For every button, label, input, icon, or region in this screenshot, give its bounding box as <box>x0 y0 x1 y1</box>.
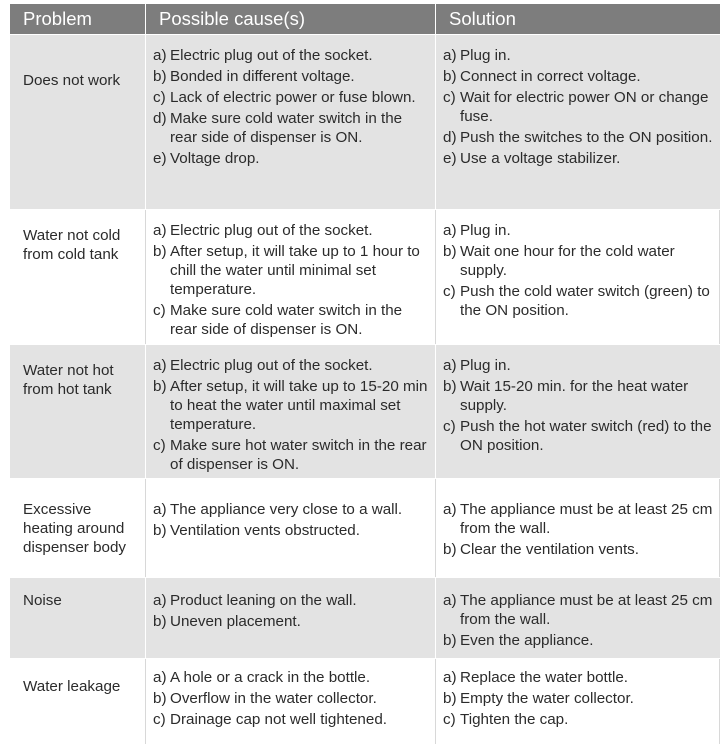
list-item-marker: b) <box>153 68 167 85</box>
list-item <box>153 88 429 107</box>
list-item <box>443 668 713 687</box>
list-item-text: After setup, it will take up to 15-20 min to heat the water until maximal set temperature. <box>170 378 428 433</box>
list-item-text: After setup, it will take up to 1 hour to chill the water until minimal set temperature. <box>170 243 420 298</box>
list-item <box>153 377 429 434</box>
list-item-text: Plug in. <box>460 47 511 64</box>
list-item-marker: a) <box>443 592 457 609</box>
problem-cell: Noise <box>10 578 146 658</box>
list-item-text: Push the hot water switch (red) to the ON position. <box>460 418 712 454</box>
list-item-text: Uneven placement. <box>170 613 301 630</box>
list-item <box>443 500 713 538</box>
list-item-text: Make sure hot water switch in the rear of dispenser is ON. <box>170 437 427 473</box>
list-item-text: Push the switches to the ON position. <box>460 129 713 146</box>
problem-cell: Does not work <box>10 35 146 209</box>
solution-cell <box>436 659 720 744</box>
list-item-marker: b) <box>153 613 167 630</box>
list-item-text: The appliance must be at least 25 cm from the wall. <box>460 501 713 537</box>
list-item-text: Even the appliance. <box>460 632 594 649</box>
list-item-marker: b) <box>443 68 457 85</box>
header-solution: Solution <box>449 8 516 29</box>
table-row <box>10 659 720 745</box>
list-item-marker: c) <box>443 283 456 300</box>
list-item-marker: c) <box>153 711 166 728</box>
solution-cell <box>436 35 720 209</box>
list-item-text: Wait one hour for the cold water supply. <box>460 243 675 279</box>
list-item <box>443 591 714 629</box>
list-item-text: Tighten the cap. <box>460 711 569 728</box>
list-item <box>443 242 713 280</box>
problem-cell: Excessive heating around dispenser body <box>10 479 146 577</box>
list-item-marker: b) <box>153 690 167 707</box>
list-item-marker: b) <box>153 522 167 539</box>
list-item <box>443 67 714 86</box>
list-item <box>443 46 714 65</box>
list-item <box>443 149 714 168</box>
list-item <box>153 689 429 708</box>
list-item-marker: a) <box>153 47 167 64</box>
list-item-text: Replace the water bottle. <box>460 669 629 686</box>
list-item <box>153 46 429 65</box>
list-item <box>153 612 429 631</box>
list-item <box>153 221 429 240</box>
list-item-text: Plug in. <box>460 357 511 374</box>
list-item-text: Use a voltage stabilizer. <box>460 150 621 167</box>
table-row <box>10 578 720 659</box>
list-item-marker: b) <box>443 632 457 649</box>
list-item-text: Wait for electric power ON or change fuse. <box>460 89 709 125</box>
troubleshooting-table <box>10 4 720 745</box>
list-item <box>443 710 713 729</box>
possible-causes-cell <box>146 35 436 209</box>
list-item-marker: e) <box>443 150 457 167</box>
list-item-marker: d) <box>443 129 457 146</box>
list-item <box>443 221 713 240</box>
list-item-text: The appliance must be at least 25 cm from the wall. <box>460 592 713 628</box>
list-item <box>443 282 713 320</box>
list-item-marker: a) <box>443 47 457 64</box>
solution-cell <box>436 345 720 478</box>
list-item-text: The appliance very close to a wall. <box>170 501 403 518</box>
list-item-text: Make sure cold water switch in the rear side of dispenser is ON. <box>170 302 403 338</box>
list-item <box>153 591 429 610</box>
list-item <box>153 500 429 519</box>
list-item <box>153 668 429 687</box>
problem-cell: Water leakage <box>10 659 146 744</box>
list-item-marker: a) <box>153 222 167 239</box>
list-item-marker: a) <box>153 357 167 374</box>
table-body <box>10 35 720 745</box>
list-item <box>153 301 429 339</box>
list-item <box>443 540 713 559</box>
possible-causes-cell <box>146 659 436 744</box>
list-item <box>153 521 429 540</box>
list-item-text: Empty the water collector. <box>460 690 634 707</box>
list-item <box>443 356 714 375</box>
problem-cell: Water not hot from hot tank <box>10 345 146 478</box>
list-item-marker: d) <box>153 110 167 127</box>
list-item-marker: a) <box>153 501 167 518</box>
list-item-text: Make sure cold water switch in the rear side of dispenser is ON. <box>170 110 403 146</box>
list-item <box>153 710 429 729</box>
list-item-marker: c) <box>443 418 456 435</box>
list-item-marker: c) <box>443 711 456 728</box>
list-item-marker: b) <box>153 243 167 260</box>
list-item-text: A hole or a crack in the bottle. <box>170 669 371 686</box>
list-item-text: Push the cold water switch (green) to the ON position. <box>460 283 710 319</box>
list-item-marker: b) <box>443 378 457 395</box>
list-item-marker: b) <box>443 541 457 558</box>
table-row <box>10 345 720 479</box>
list-item-text: Ventilation vents obstructed. <box>170 522 360 539</box>
list-item <box>443 377 714 415</box>
possible-causes-cell <box>146 479 436 577</box>
possible-causes-cell <box>146 578 436 658</box>
header-possible-causes: Possible cause(s) <box>146 4 436 34</box>
list-item-marker: a) <box>443 669 457 686</box>
list-item-marker: a) <box>153 669 167 686</box>
list-item-text: Overflow in the water collector. <box>170 690 377 707</box>
list-item-marker: c) <box>443 89 456 106</box>
table-row <box>10 479 720 578</box>
list-item-text: Bonded in different voltage. <box>170 68 355 85</box>
list-item-marker: e) <box>153 150 167 167</box>
list-item <box>153 67 429 86</box>
list-item-text: Clear the ventilation vents. <box>460 541 639 558</box>
list-item-text: Product leaning on the wall. <box>170 592 357 609</box>
problem-cell: Water not cold from cold tank <box>10 210 146 344</box>
table-row <box>10 35 720 210</box>
list-item <box>153 149 429 168</box>
list-item <box>443 128 714 147</box>
list-item-text: Electric plug out of the socket. <box>170 357 373 374</box>
list-item-marker: c) <box>153 89 166 106</box>
list-item <box>153 356 429 375</box>
list-item <box>153 436 429 474</box>
list-item-marker: b) <box>153 378 167 395</box>
solution-cell <box>436 578 720 658</box>
list-item-text: Plug in. <box>460 222 511 239</box>
list-item-text: Lack of electric power or fuse blown. <box>170 89 416 106</box>
list-item-marker: a) <box>443 222 457 239</box>
solution-cell <box>436 479 720 577</box>
list-item-text: Connect in correct voltage. <box>460 68 641 85</box>
list-item-marker: a) <box>153 592 167 609</box>
list-item <box>443 88 714 126</box>
possible-causes-cell <box>146 345 436 478</box>
list-item-marker: b) <box>443 243 457 260</box>
list-item-marker: a) <box>443 501 457 518</box>
list-item-text: Wait 15-20 min. for the heat water supply. <box>460 378 689 414</box>
list-item <box>443 417 714 455</box>
list-item-marker: b) <box>443 690 457 707</box>
list-item-marker: a) <box>443 357 457 374</box>
possible-causes-cell <box>146 210 436 344</box>
list-item-marker: c) <box>153 437 166 454</box>
list-item-text: Drainage cap not well tightened. <box>170 711 387 728</box>
list-item <box>153 109 429 147</box>
solution-cell <box>436 210 720 344</box>
list-item-text: Electric plug out of the socket. <box>170 222 373 239</box>
list-item-text: Voltage drop. <box>170 150 260 167</box>
header-problem: Problem <box>10 4 146 34</box>
table-row <box>10 210 720 345</box>
table-header-row <box>10 4 720 35</box>
list-item <box>443 689 713 708</box>
list-item-text: Electric plug out of the socket. <box>170 47 373 64</box>
list-item <box>153 242 429 299</box>
list-item-marker: c) <box>153 302 166 319</box>
list-item <box>443 631 714 650</box>
